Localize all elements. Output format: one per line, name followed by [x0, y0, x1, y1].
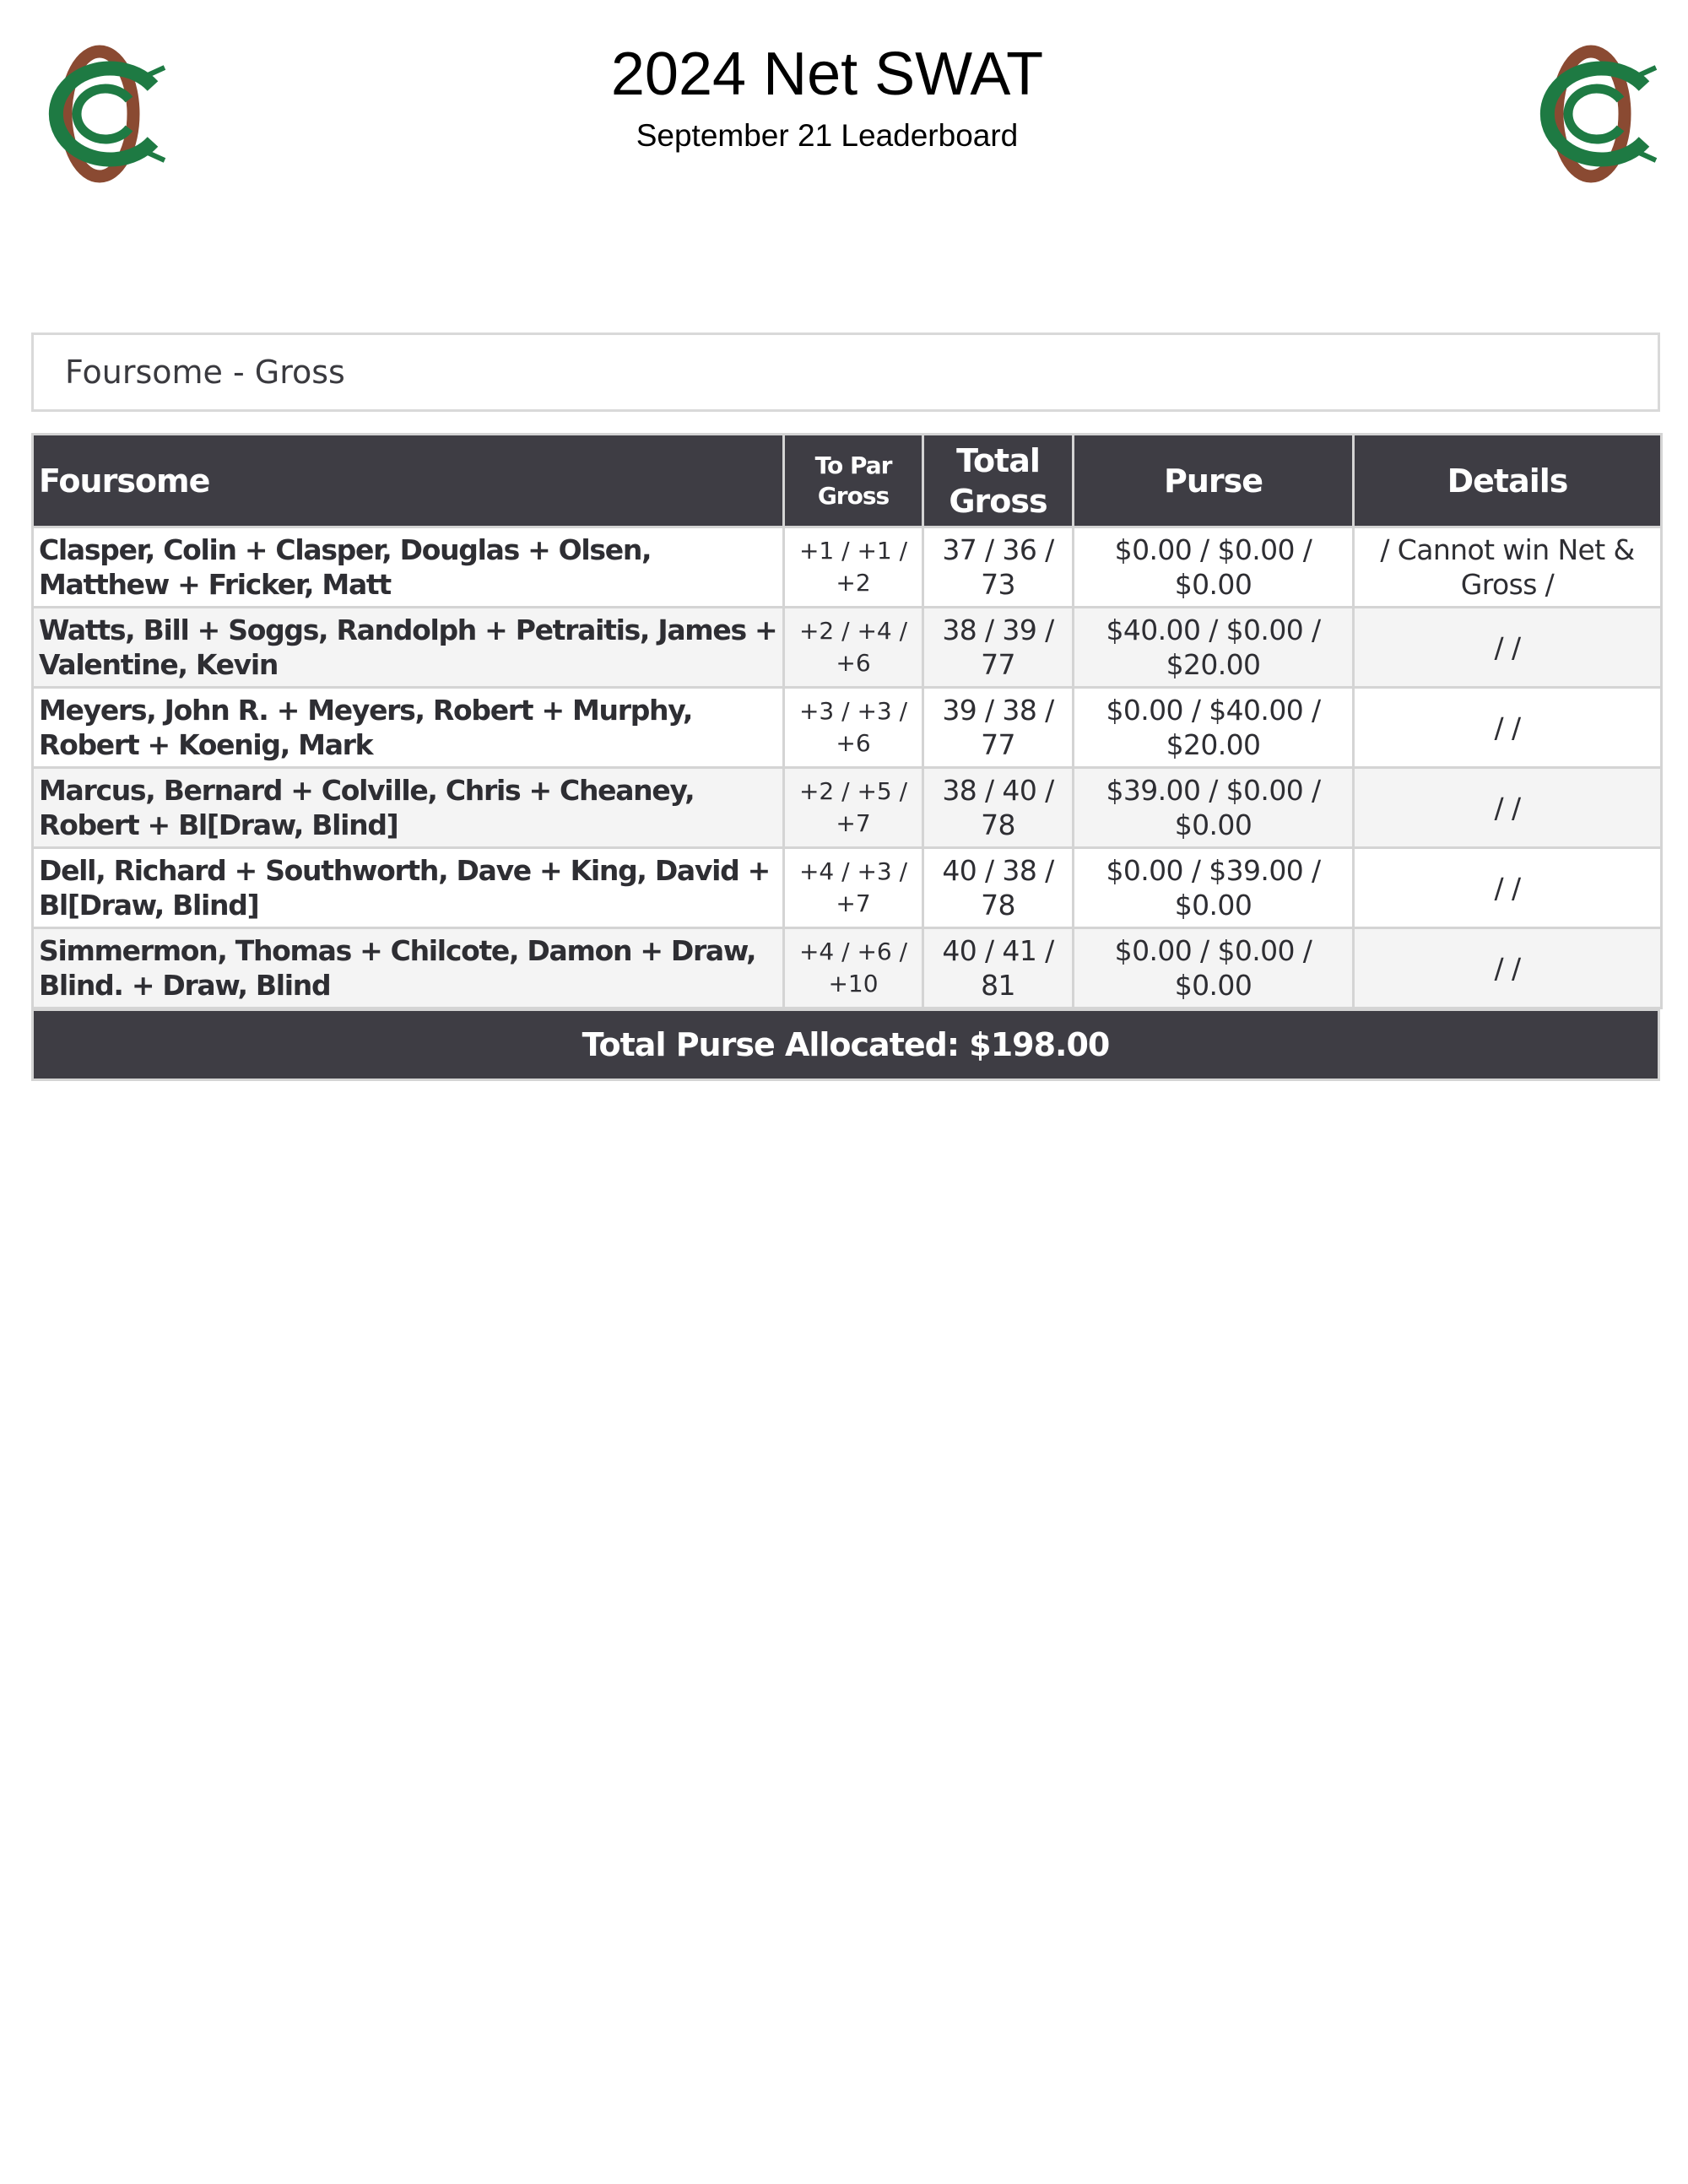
cell-purse: $0.00 / $0.00 / $0.00 — [1074, 527, 1354, 608]
column-header-total-line2: Gross — [949, 482, 1047, 520]
column-header-details — [1354, 435, 1662, 527]
column-header-purse-label: Purse — [1163, 462, 1263, 500]
cell-total-gross: 37 / 36 / 73 — [923, 527, 1074, 608]
cell-purse: $39.00 / $0.00 / $0.00 — [1074, 768, 1354, 848]
cell-to-par: +4 / +6 / +10 — [784, 928, 923, 1008]
cell-details: / / — [1354, 768, 1662, 848]
column-header-foursome — [33, 435, 784, 527]
title-block — [0, 34, 1654, 157]
cell-foursome: Meyers, John R. + Meyers, Robert + Murphy, Robert + Koenig, Mark — [33, 688, 784, 768]
page-subtitle: September 21 Leaderboard — [636, 118, 1019, 153]
table-row — [33, 848, 1662, 928]
page-title: 2024 Net SWAT — [610, 41, 1044, 108]
column-header-to-par-line2: Gross — [817, 481, 890, 510]
column-header-purse — [1074, 435, 1354, 527]
cell-total-gross: 38 / 39 / 77 — [923, 608, 1074, 688]
cell-details: / Cannot win Net & Gross / — [1354, 527, 1662, 608]
table-row — [33, 688, 1662, 768]
cell-purse: $40.00 / $0.00 / $20.00 — [1074, 608, 1354, 688]
table-row — [33, 608, 1662, 688]
cell-purse: $0.00 / $0.00 / $0.00 — [1074, 928, 1354, 1008]
cell-details: / / — [1354, 928, 1662, 1008]
cell-purse: $0.00 / $40.00 / $20.00 — [1074, 688, 1354, 768]
cell-to-par: +2 / +5 / +7 — [784, 768, 923, 848]
leaderboard-table — [31, 433, 1663, 1009]
column-header-to-par — [784, 435, 923, 527]
table-row — [33, 928, 1662, 1008]
cell-purse: $0.00 / $39.00 / $0.00 — [1074, 848, 1354, 928]
column-header-to-par-line1: To Par — [814, 451, 892, 479]
column-header-total-line1: Total — [956, 441, 1040, 479]
table-header-row — [33, 435, 1662, 527]
cell-foursome: Clasper, Colin + Clasper, Douglas + Olsen, Matthew + Fricker, Matt — [33, 527, 784, 608]
cell-details: / / — [1354, 608, 1662, 688]
cell-total-gross: 40 / 38 / 78 — [923, 848, 1074, 928]
column-header-details-label: Details — [1447, 462, 1568, 500]
cell-total-gross: 38 / 40 / 78 — [923, 768, 1074, 848]
cell-to-par: +2 / +4 / +6 — [784, 608, 923, 688]
cell-to-par: +4 / +3 / +7 — [784, 848, 923, 928]
total-purse-text: Total Purse Allocated: $198.00 — [582, 1026, 1110, 1063]
cell-details: / / — [1354, 688, 1662, 768]
total-purse-bar — [31, 1008, 1660, 1081]
cell-foursome: Simmermon, Thomas + Chilcote, Damon + Draw, Blind. + Draw, Blind — [33, 928, 784, 1008]
cell-details: / / — [1354, 848, 1662, 928]
cell-to-par: +3 / +3 / +6 — [784, 688, 923, 768]
cell-total-gross: 39 / 38 / 77 — [923, 688, 1074, 768]
cell-foursome: Marcus, Bernard + Colville, Chris + Cheaney, Robert + Bl[Draw, Blind] — [33, 768, 784, 848]
section-header — [31, 332, 1660, 412]
cell-to-par: +1 / +1 / +2 — [784, 527, 923, 608]
column-header-foursome-label: Foursome — [39, 462, 210, 500]
table-row — [33, 768, 1662, 848]
cell-foursome: Watts, Bill + Soggs, Randolph + Petraitis, James + Valentine, Kevin — [33, 608, 784, 688]
cell-total-gross: 40 / 41 / 81 — [923, 928, 1074, 1008]
cell-foursome: Dell, Richard + Southworth, Dave + King, David + Bl[Draw, Blind] — [33, 848, 784, 928]
section-title: Foursome - Gross — [65, 354, 345, 391]
column-header-total-gross — [923, 435, 1074, 527]
table-row — [33, 527, 1662, 608]
